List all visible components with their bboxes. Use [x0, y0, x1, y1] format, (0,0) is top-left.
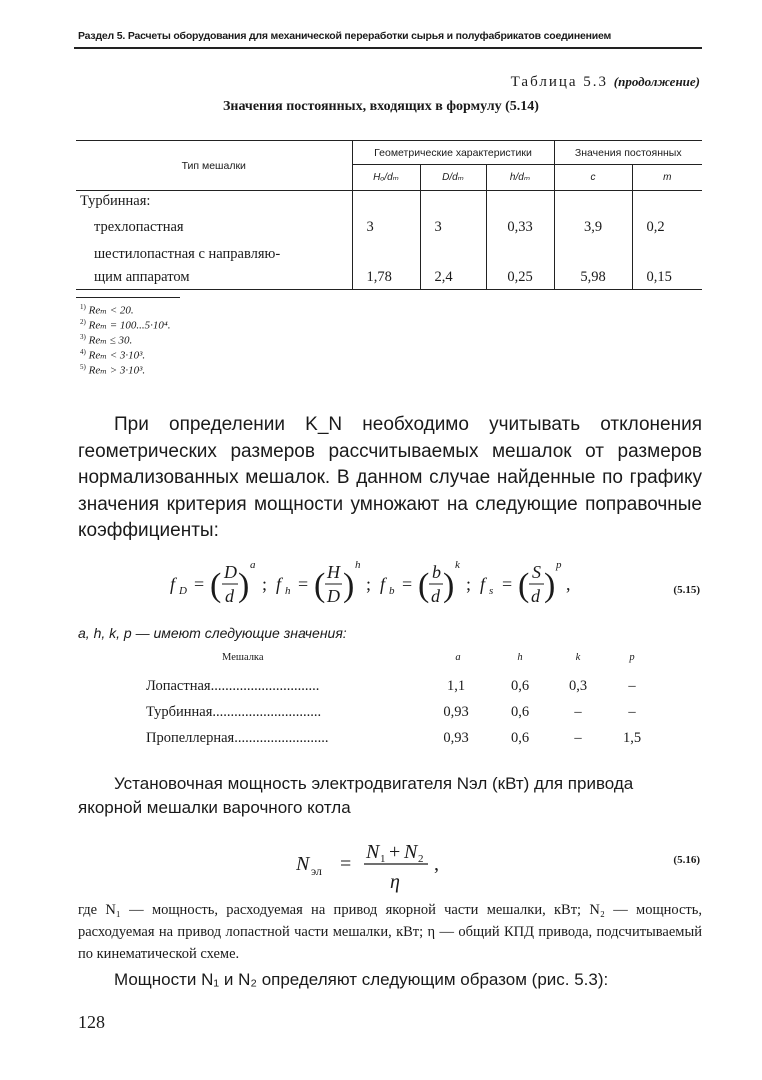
svg-text:d: d — [225, 586, 234, 606]
coef-row — [146, 730, 646, 750]
cell: – — [574, 704, 582, 720]
paragraph-n1-n2: Мощности N₁ и N₂ определяют следующим образом (рис. 5.3): — [114, 970, 609, 989]
cell: 2,4 — [420, 243, 486, 290]
footnote: $^{3)}$ Reₘ ≤ 30. — [80, 333, 133, 347]
cell: 1,78 — [352, 243, 420, 290]
svg-text:N: N — [366, 841, 380, 863]
cell: 0,6 — [510, 704, 530, 720]
svg-text:a: a — [250, 559, 256, 571]
cell: 5,98 — [554, 243, 632, 290]
svg-text:η: η — [390, 871, 400, 893]
paragraph-kn: При определении K_N необходимо учитывать отклонения геометрических размеров рассчитываемых мешалок от размеров нормализованных мешалок. В данном случае найденные по графику значения критерия мощности умножают на следующие поправочные коэффициенты: — [78, 414, 702, 541]
svg-text:=: = — [298, 574, 309, 594]
cell: 1,5 — [622, 730, 642, 746]
cell: 0,15 — [632, 243, 702, 290]
svg-text:f: f — [380, 574, 386, 594]
svg-text:k: k — [455, 559, 460, 571]
svg-text:b: b — [432, 562, 441, 582]
coef-header-a: a — [455, 652, 461, 663]
svg-text:): ) — [443, 567, 455, 604]
cell: 0,25 — [486, 243, 554, 290]
svg-text:d: d — [531, 586, 540, 606]
subheader-d-dm: D/dₘ — [420, 165, 486, 191]
cell: 0,6 — [510, 730, 530, 746]
running-header: Раздел 5. Расчеты оборудования для механической переработки сырья и полуфабрикатов соединением — [78, 30, 612, 42]
row-name-line2: щим аппаратом — [94, 268, 190, 285]
svg-text:p: p — [556, 559, 562, 571]
footnote: $^{5)}$ Reₘ > 3·10³. — [80, 363, 146, 377]
equation-number-5-15: (5.15) — [673, 584, 700, 596]
coef-header-row — [146, 652, 646, 672]
cell: 3 — [352, 213, 420, 243]
cell: 0,93 — [436, 730, 476, 747]
svg-text:(: ( — [518, 567, 530, 604]
svg-text:h: h — [355, 559, 361, 571]
svg-text:,: , — [566, 574, 571, 594]
svg-text:b: b — [389, 585, 395, 597]
header-geometry: Геометрические характеристики — [352, 141, 554, 165]
svg-text:): ) — [238, 567, 250, 604]
svg-text:=: = — [340, 853, 352, 875]
svg-text:=: = — [502, 574, 513, 594]
svg-text:=: = — [402, 574, 413, 594]
row-name-line1: шестилопастная с направляю- — [94, 245, 281, 262]
svg-text:эл: эл — [311, 864, 322, 878]
header-type: Тип мешалки — [76, 141, 352, 191]
svg-text:): ) — [544, 567, 556, 604]
motor-power-formula — [296, 834, 456, 894]
equation-number-5-16: (5.16) — [673, 854, 700, 866]
coefficients-intro: a, h, k, p — имеют следующие значения: — [78, 625, 347, 641]
coef-row — [146, 704, 646, 724]
coef-row-name: Турбинная.............................. — [146, 704, 322, 720]
svg-text:(: ( — [314, 567, 326, 604]
svg-text:=: = — [194, 574, 205, 594]
paragraph-motor-power: Установочная мощность электродвигателя Nэл (кВт) для привода якорной мешалки варочного котла — [78, 774, 634, 817]
row-name: трехлопастная — [94, 219, 184, 235]
svg-text:D: D — [224, 562, 237, 582]
svg-text:s: s — [489, 585, 494, 597]
row-group-label: Турбинная: — [80, 193, 151, 210]
svg-text:D: D — [179, 585, 187, 597]
coef-header-h: h — [517, 652, 523, 663]
footnote: $^{4)}$ Reₘ < 3·10³. — [80, 348, 146, 362]
svg-text:d: d — [431, 586, 440, 606]
table-caption — [511, 74, 700, 91]
svg-text:1: 1 — [380, 853, 386, 865]
svg-text:;: ; — [366, 574, 372, 594]
svg-text:h: h — [285, 585, 291, 597]
row-name — [76, 243, 352, 290]
svg-text:(: ( — [418, 567, 430, 604]
paragraph-where: где N₁ — мощность, расходуемая на привод якорной части мешалки, кВт; N₂ — мощность, расходуемая на привод лопастной части мешалки, кВт; η — общий КПД привода, подсчитываемый по кинематической схеме. — [78, 902, 702, 962]
cell: 0,93 — [436, 704, 476, 721]
table-title: Значения постоянных, входящих в формулу (5.14) — [223, 99, 539, 114]
footnote: $^{2)}$ Reₘ = 100...5·10⁴. — [80, 318, 171, 332]
svg-text:2: 2 — [418, 853, 424, 865]
coef-row-name: Пропеллерная.......................... — [146, 730, 329, 746]
cell: – — [628, 704, 636, 720]
subheader-c: c — [554, 165, 632, 191]
subheader-h0-dm: Hₒ/dₘ — [352, 165, 420, 191]
header-constants: Значения постоянных — [554, 141, 702, 165]
subheader-m: m — [632, 165, 702, 191]
svg-text:+: + — [389, 841, 401, 863]
footnote: $^{1)}$ Reₘ < 20. — [80, 303, 134, 317]
header-rule — [74, 47, 702, 49]
constants-table — [76, 140, 702, 290]
svg-text:D: D — [327, 586, 340, 606]
cell: 3,9 — [554, 213, 632, 243]
coef-header-p: p — [629, 652, 635, 663]
formula-5-16 — [296, 834, 456, 899]
coef-row-name: Лопастная.............................. — [146, 678, 320, 694]
page-number: 128 — [78, 1012, 105, 1032]
coef-row — [146, 678, 646, 698]
correction-factors-formula — [170, 556, 610, 616]
svg-text:H: H — [327, 562, 340, 582]
formula-5-15 — [170, 556, 610, 621]
svg-text:S: S — [532, 562, 541, 582]
cell: 3 — [420, 213, 486, 243]
cell: 1,1 — [436, 678, 476, 695]
svg-text:(: ( — [210, 567, 222, 604]
svg-text:f: f — [480, 574, 486, 594]
svg-text:f: f — [170, 574, 176, 594]
svg-text:N: N — [404, 841, 418, 863]
svg-text:;: ; — [262, 574, 268, 594]
cell: – — [628, 678, 636, 694]
cell: 0,6 — [510, 678, 530, 694]
svg-text:;: ; — [466, 574, 472, 594]
table-continuation: (продолжение) — [613, 74, 700, 89]
coef-header-k: k — [575, 652, 581, 663]
cell: 0,2 — [632, 213, 702, 243]
subheader-h-dm: h/dₘ — [486, 165, 554, 191]
cell: 0,33 — [486, 213, 554, 243]
svg-text:f: f — [276, 574, 282, 594]
cell: – — [574, 730, 582, 746]
svg-text:): ) — [343, 567, 355, 604]
footnote-rule — [76, 297, 180, 298]
coef-header-mixer: Мешалка — [222, 652, 264, 663]
table-label: Таблица 5.3 — [510, 74, 609, 90]
svg-text:N: N — [296, 853, 310, 875]
cell: 0,3 — [568, 678, 588, 694]
svg-text:,: , — [434, 853, 439, 875]
